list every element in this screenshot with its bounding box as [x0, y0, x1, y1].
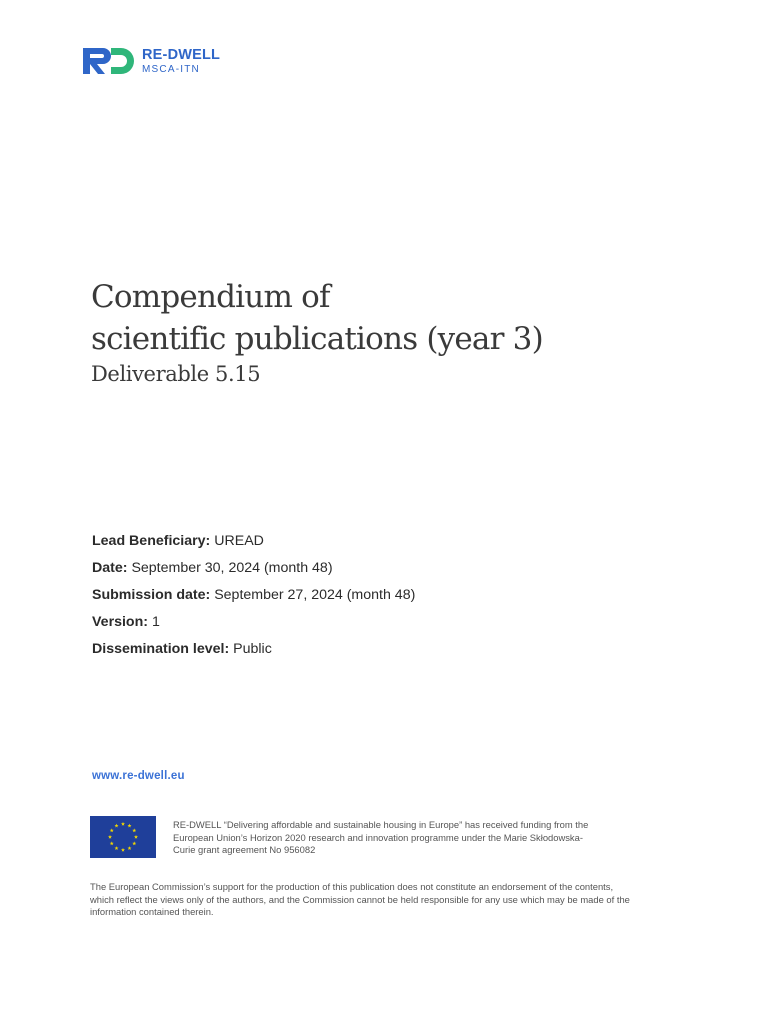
- meta-label: Submission date:: [92, 587, 211, 603]
- website-link[interactable]: www.re-dwell.eu: [92, 770, 185, 782]
- meta-label: Date:: [92, 560, 128, 576]
- meta-label: Lead Beneficiary:: [92, 533, 211, 549]
- meta-value: September 30, 2024 (month 48): [131, 560, 333, 576]
- redwell-logo: [81, 46, 251, 80]
- meta-version: [92, 609, 415, 636]
- meta-label: Dissemination level:: [92, 641, 230, 657]
- logo-name: RE-DWELL: [142, 47, 221, 63]
- meta-dissemination-level: [92, 636, 415, 663]
- deliverable-subtitle: Deliverable 5.15: [91, 362, 261, 386]
- meta-submission-date: [92, 582, 415, 609]
- meta-value: UREAD: [214, 533, 264, 549]
- redwell-logo-icon: [81, 46, 137, 76]
- document-title: [91, 276, 543, 360]
- title-line-1: Compendium of: [91, 279, 330, 315]
- meta-label: Version:: [92, 614, 148, 630]
- commission-disclaimer: The European Commission’s support for the production of this publication does not constitute an endorsement of the contents, which reflect the views only of the authors, and the Commission cannot be held responsible for any use which may be made of the information contained therein.: [90, 881, 630, 918]
- meta-value: September 27, 2024 (month 48): [214, 587, 416, 603]
- title-line-2: scientific publications (year 3): [91, 321, 543, 357]
- logo-subtitle: MSCA-ITN: [142, 64, 200, 75]
- meta-date: [92, 555, 415, 582]
- document-metadata: [92, 528, 415, 663]
- meta-lead-beneficiary: [92, 528, 415, 555]
- eu-flag-icon: [90, 816, 156, 858]
- funding-statement: RE-DWELL “Delivering affordable and sustainable housing in Europe” has received funding from the European Union’s Horizon 2020 research and innovation programme under the Marie Skłodowska-Curie grant agreement No 956082: [173, 819, 589, 856]
- meta-value: Public: [233, 641, 272, 657]
- meta-value: 1: [151, 614, 160, 630]
